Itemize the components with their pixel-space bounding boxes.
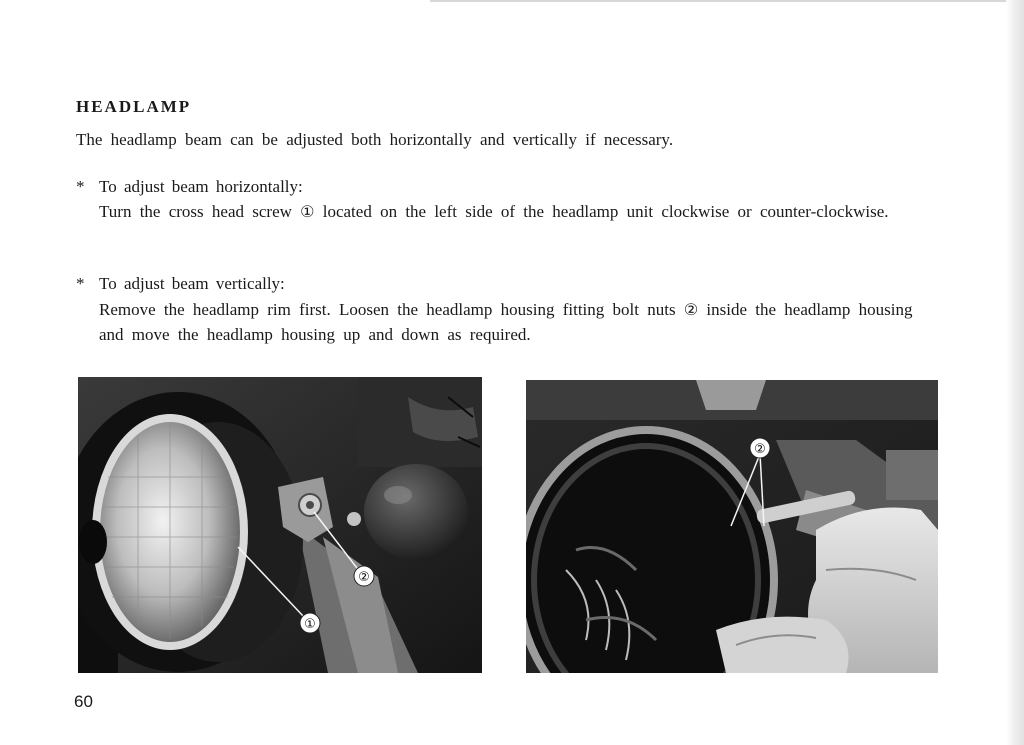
callout-number: ① [300, 204, 315, 221]
text-segment: Turn the cross head screw [99, 202, 301, 221]
headlamp-side-photo [78, 377, 482, 673]
text-segment: located on the left side of the headlamp unit clockwise or counter-clockwise. [314, 202, 889, 221]
bullet-marker: * [76, 177, 85, 196]
vertical-adjust-title: To adjust beam vertically: [99, 274, 285, 293]
headlamp-housing-photo [526, 380, 938, 673]
horizontal-adjust-title: To adjust beam horizontally: [99, 177, 303, 196]
callout-label: ① [304, 617, 316, 632]
text-segment: Remove the headlamp rim first. Loosen the headlamp housing fitting bolt nuts [99, 300, 684, 319]
page-binding-edge [1006, 0, 1024, 745]
callout-label: ② [358, 570, 370, 585]
bullet-marker: * [76, 274, 85, 293]
intro-paragraph: The headlamp beam can be adjusted both horizontally and vertically if necessary. [76, 130, 674, 149]
section-heading: HEADLAMP [76, 97, 192, 116]
scan-edge-line [430, 0, 1024, 2]
callout-label: ② [754, 442, 766, 457]
callout-number: ② [683, 302, 699, 319]
page-number: 60 [74, 692, 93, 711]
horizontal-adjust-text [99, 200, 942, 225]
text-segment: inside the headlamp housing and move the headlamp housing up and down as required. [99, 300, 913, 344]
vertical-adjust-text [99, 298, 942, 347]
